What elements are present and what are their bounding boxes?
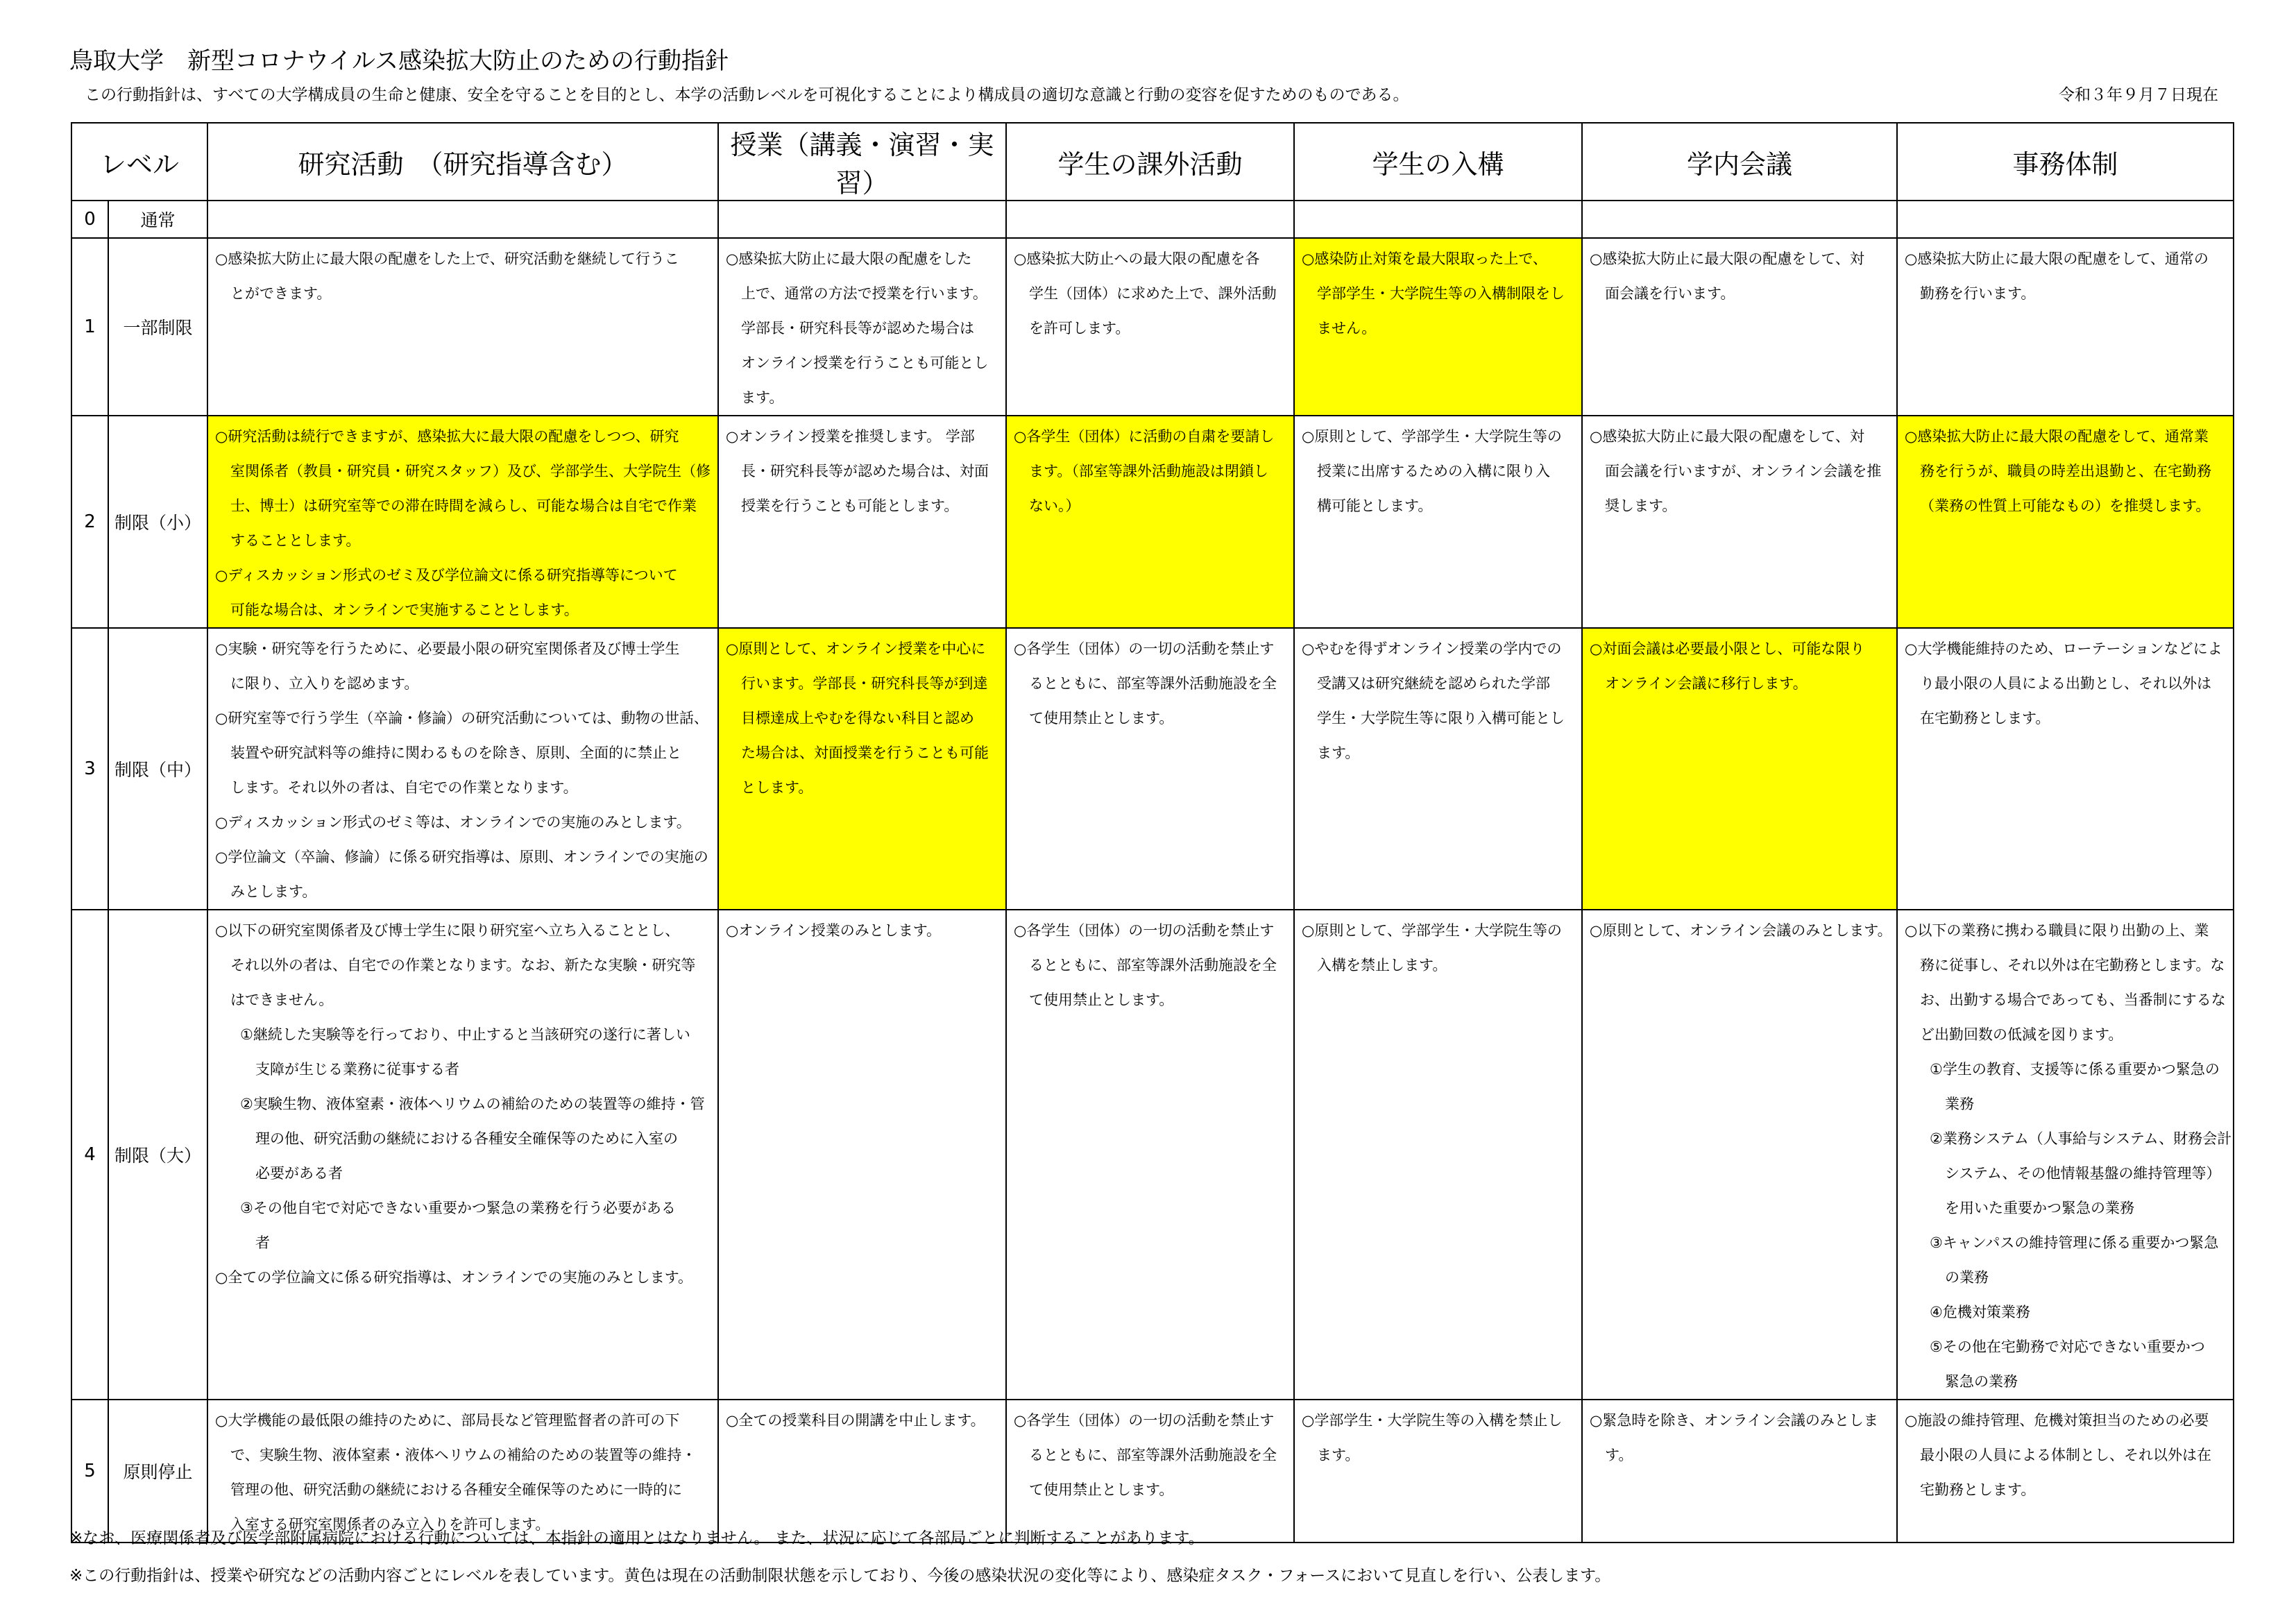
club-cell: [1006, 201, 1294, 238]
cell-line: を用いた重要かつ緊急の業務: [1945, 1200, 2135, 1216]
level-name: 原則停止: [108, 1400, 207, 1543]
cell-line: ます。: [741, 389, 784, 406]
cell-line: ○各学生（団体）の一切の活動を禁止す: [1014, 922, 1275, 939]
cell-line: 受講又は研究継続を認められた学部: [1317, 675, 1551, 692]
cell-line: システム、その他情報基盤の維持管理等）: [1945, 1165, 2221, 1182]
cell-line: ○感染拡大防止に最大限の配慮をした: [726, 250, 972, 267]
cell-line: ○各学生（団体）に活動の自粛を要請し: [1014, 428, 1275, 445]
cell-line: 可能な場合は、オンラインで実施することとします。: [230, 602, 579, 618]
cell-line: ○原則として、学部学生・大学院生等の: [1302, 428, 1562, 445]
cell-line: ○感染拡大防止に最大限の配慮をして、対: [1590, 250, 1864, 267]
cell-line: 勤務を行います。: [1920, 285, 2036, 302]
cell-line: とができます。: [230, 285, 332, 302]
cell-line: お、出勤する場合であっても、当番制にするな: [1920, 992, 2226, 1008]
cell-line: することとします。: [230, 532, 361, 549]
level-number: 2: [71, 416, 108, 628]
club-cell: [1006, 238, 1294, 416]
cell-line: 目標達成上やむを得ない科目と認め: [741, 710, 975, 726]
cell-line: ③キャンパスの維持管理に係る重要かつ緊急: [1930, 1234, 2219, 1251]
cell-line: ○やむを得ずオンライン授業の学内での: [1302, 640, 1562, 657]
cell-line: て使用禁止とします。: [1029, 710, 1174, 726]
cell-line: 奨します。: [1605, 498, 1677, 514]
cell-line: ○オンライン授業を推奨します。 学部: [726, 428, 975, 445]
cell-line: 学部学生・大学院生等の入構制限をし: [1317, 285, 1565, 302]
cell-line: 学生・大学院生等に限り入構可能とし: [1317, 710, 1565, 726]
cell-line: 入室する研究室関係者のみ立入りを許可します。: [230, 1516, 550, 1533]
cell-line: とします。: [741, 779, 813, 796]
table-row: [71, 1400, 2234, 1543]
cell-line: に限り、立入りを認めます。: [230, 675, 419, 692]
office-cell: [1897, 628, 2234, 910]
footnote: ※なお、医療関係者及び医学部附属病院における行動については、本指針の適用とはなりません。 また、状況に応じて各部局ごとに判断することがあります。: [69, 1529, 1205, 1547]
office-cell: [1897, 238, 2234, 416]
cell-line: り最小限の人員による出勤とし、それ以外は: [1920, 675, 2212, 692]
cell-line: ○対面会議は必要最小限とし、可能な限り: [1590, 640, 1865, 657]
cell-line: で、実験生物、液体窒素・液体ヘリウムの補給のための装置等の維持・: [230, 1447, 697, 1463]
cell-line: 構可能とします。: [1317, 498, 1433, 514]
class-cell: [718, 416, 1006, 628]
cell-line: ○以下の研究室関係者及び博士学生に限り研究室へ立ち入ることとし、: [215, 922, 680, 939]
cell-line: ○感染拡大防止に最大限の配慮をして、通常業: [1905, 428, 2209, 445]
cell-line: ○感染拡大防止への最大限の配慮を各: [1014, 250, 1260, 267]
cell-line: るとともに、部室等課外活動施設を全: [1029, 957, 1277, 974]
table-row: [71, 238, 2234, 416]
cell-line: ○ディスカッション形式のゼミ及び学位論文に係る研究指導等について: [215, 567, 678, 584]
meeting-cell: [1582, 201, 1897, 238]
entry-cell: [1294, 910, 1582, 1400]
class-cell: [718, 910, 1006, 1400]
level-name: 制限（小）: [108, 416, 207, 628]
cell-line: （業務の性質上可能なもの）を推奨します。: [1920, 498, 2211, 514]
club-cell: [1006, 628, 1294, 910]
header-office: 事務体制: [1897, 123, 2234, 201]
level-number: 1: [71, 238, 108, 416]
meeting-cell: [1582, 910, 1897, 1400]
table-row: [71, 910, 2234, 1400]
cell-line: 緊急の業務: [1945, 1373, 2018, 1390]
cell-line: るとともに、部室等課外活動施設を全: [1029, 675, 1277, 692]
meeting-cell: [1582, 238, 1897, 416]
research-cell: [207, 238, 718, 416]
cell-line: ます。（部室等課外活動施設は閉鎖し: [1029, 463, 1268, 479]
cell-line: ⑤その他在宅勤務で対応できない重要かつ: [1930, 1339, 2205, 1355]
cell-line: を許可します。: [1029, 320, 1130, 337]
cell-line: ○大学機能維持のため、ローテーションなどによ: [1905, 640, 2222, 657]
level-number: 0: [71, 201, 108, 238]
cell-line: ②業務システム（人事給与システム、財務会計: [1930, 1130, 2232, 1147]
cell-line: はできません。: [230, 992, 334, 1008]
cell-line: 学部長・研究科長等が認めた場合は: [741, 320, 975, 337]
level-number: 4: [71, 910, 108, 1400]
cell-line: ③その他自宅で対応できない重要かつ緊急の業務を行う必要がある: [240, 1200, 676, 1216]
cell-line: ④危機対策業務: [1930, 1304, 2030, 1320]
class-cell: [718, 238, 1006, 416]
office-cell: [1897, 1400, 2234, 1543]
cell-line: 務を行うが、職員の時差出退勤と、在宅勤務: [1920, 463, 2212, 479]
cell-line: ○研究活動は続行できますが、感染拡大に最大限の配慮をしつつ、研究: [215, 428, 679, 445]
cell-line: 士、博士）は研究室等での滞在時間を減らし、可能な場合は自宅で作業: [230, 498, 697, 514]
cell-line: 装置や研究試料等の維持に関わるものを除き、原則、全面的に禁止と: [230, 745, 682, 761]
cell-line: 上で、通常の方法で授業を行います。: [741, 285, 987, 302]
level-number: 5: [71, 1400, 108, 1543]
cell-line: 入構を禁止します。: [1317, 957, 1447, 974]
meeting-cell: [1582, 628, 1897, 910]
level-name: 一部制限: [108, 238, 207, 416]
research-cell: [207, 628, 718, 910]
cell-line: た場合は、対面授業を行うことも可能: [741, 745, 989, 761]
cell-line: て使用禁止とします。: [1029, 1481, 1174, 1498]
cell-line: の業務: [1945, 1269, 1989, 1286]
cell-line: 者: [255, 1234, 271, 1251]
level-name: 通常: [108, 201, 207, 238]
cell-line: オンライン会議に移行します。: [1605, 675, 1808, 692]
cell-line: ○全ての授業科目の開講を中止します。: [726, 1412, 985, 1429]
header-row: [71, 123, 2234, 201]
cell-line: ○全ての学位論文に係る研究指導は、オンラインでの実施のみとします。: [215, 1269, 693, 1286]
date-label: 令和３年９月７日現在: [2059, 86, 2218, 104]
class-cell: [718, 1400, 1006, 1543]
level-number: 3: [71, 628, 108, 910]
entry-cell: [1294, 201, 1582, 238]
header-class: 授業（講義・演習・実習）: [718, 123, 1006, 201]
cell-line: 学生（団体）に求めた上で、課外活動: [1029, 285, 1277, 302]
research-cell: [207, 201, 718, 238]
cell-line: ②実験生物、液体窒素・液体ヘリウムの補給のための装置等の維持・管: [240, 1096, 705, 1112]
class-cell: [718, 628, 1006, 910]
cell-line: ○感染拡大防止に最大限の配慮をして、対: [1590, 428, 1864, 445]
cell-line: ません。: [1317, 320, 1377, 337]
entry-cell: [1294, 1400, 1582, 1543]
cell-line: 面会議を行いますが、オンライン会議を推: [1605, 463, 1882, 479]
cell-line: オンライン授業を行うことも可能とし: [741, 355, 989, 371]
cell-line: 支障が生じる業務に従事する者: [255, 1061, 460, 1078]
class-cell: [718, 201, 1006, 238]
header-research: 研究活動 （研究指導含む）: [207, 123, 718, 201]
cell-line: 最小限の人員による体制とし、それ以外は在: [1920, 1447, 2212, 1463]
document-title: 鳥取大学 新型コロナウイルス感染拡大防止のための行動指針: [69, 47, 729, 75]
cell-line: ど出勤回数の低減を図ります。: [1920, 1026, 2123, 1043]
cell-line: ○大学機能の最低限の維持のために、部局長など管理監督者の許可の下: [215, 1412, 680, 1429]
cell-line: ます。: [1317, 1447, 1360, 1463]
cell-line: 管理の他、研究活動の継続における各種安全確保等のために一時的に: [230, 1481, 683, 1498]
intro-text: この行動指針は、すべての大学構成員の生命と健康、安全を守ることを目的とし、本学の活動レベルを可視化することにより構成員の適切な意識と行動の変容を促すためのものである。: [85, 86, 1409, 104]
cell-line: す。: [1605, 1447, 1633, 1463]
cell-line: 面会議を行います。: [1605, 285, 1735, 302]
cell-line: ①継続した実験等を行っており、中止すると当該研究の遂行に著しい: [240, 1026, 690, 1043]
club-cell: [1006, 910, 1294, 1400]
meeting-cell: [1582, 416, 1897, 628]
cell-line: それ以外の者は、自宅での作業となります。なお、新たな実験・研究等: [230, 957, 696, 974]
cell-line: 業務: [1945, 1096, 1975, 1112]
cell-line: 宅勤務とします。: [1920, 1481, 2036, 1498]
cell-line: ○各学生（団体）の一切の活動を禁止す: [1014, 640, 1275, 657]
table-row: [71, 201, 2234, 238]
entry-cell: [1294, 238, 1582, 416]
cell-line: て使用禁止とします。: [1029, 992, 1174, 1008]
cell-line: ○緊急時を除き、オンライン会議のみとしま: [1590, 1412, 1878, 1429]
office-cell: [1897, 910, 2234, 1400]
cell-line: ○各学生（団体）の一切の活動を禁止す: [1014, 1412, 1275, 1429]
cell-line: 長・研究科長等が認めた場合は、対面: [741, 463, 989, 479]
table-row: [71, 416, 2234, 628]
cell-line: ①学生の教育、支援等に係る重要かつ緊急の: [1930, 1061, 2220, 1078]
cell-line: ○学位論文（卒論、修論）に係る研究指導は、原則、オンラインでの実施の: [215, 849, 708, 865]
research-cell: [207, 416, 718, 628]
cell-line: るとともに、部室等課外活動施設を全: [1029, 1447, 1277, 1463]
cell-line: ○オンライン授業のみとします。: [726, 922, 942, 939]
cell-line: みとします。: [230, 883, 317, 900]
guideline-table: [71, 122, 2234, 1543]
cell-line: ○以下の業務に携わる職員に限り出勤の上、業: [1905, 922, 2209, 939]
cell-line: ○感染拡大防止に最大限の配慮をして、通常の: [1905, 250, 2209, 267]
entry-cell: [1294, 416, 1582, 628]
cell-line: 授業に出席するための入構に限り入: [1317, 463, 1551, 479]
cell-line: 理の他、研究活動の継続における各種安全確保等のために入室の: [255, 1130, 679, 1147]
header-level: レベル: [71, 123, 207, 201]
office-cell: [1897, 416, 2234, 628]
club-cell: [1006, 1400, 1294, 1543]
cell-line: します。それ以外の者は、自宅での作業となります。: [230, 779, 578, 796]
footnote: ※この行動指針は、授業や研究などの活動内容ごとにレベルを表しています。黄色は現在の活動制限状態を示しており、今後の感染状況の変化等により、感染症タスク・フォースにおいて見直しを行い、公表します。: [69, 1567, 1611, 1585]
cell-line: ○感染拡大防止に最大限の配慮をした上で、研究活動を継続して行うこ: [215, 250, 679, 267]
cell-line: ます。: [1317, 745, 1360, 761]
cell-line: ○施設の維持管理、危機対策担当のための必要: [1905, 1412, 2209, 1429]
research-cell: [207, 910, 718, 1400]
cell-line: 必要がある者: [255, 1165, 343, 1182]
cell-line: ない。）: [1029, 498, 1080, 514]
cell-line: 授業を行うことも可能とします。: [741, 498, 959, 514]
level-name: 制限（中）: [108, 628, 207, 910]
cell-line: ○実験・研究等を行うために、必要最小限の研究室関係者及び博士学生: [215, 640, 680, 657]
table-row: [71, 628, 2234, 910]
level-name: 制限（大）: [108, 910, 207, 1400]
header-entry: 学生の入構: [1294, 123, 1582, 201]
cell-line: ○原則として、オンライン会議のみとします。: [1590, 922, 1892, 939]
cell-line: ○原則として、オンライン授業を中心に: [726, 640, 986, 657]
club-cell: [1006, 416, 1294, 628]
cell-line: 室関係者（教員・研究員・研究スタッフ）及び、学部学生、大学院生（修: [230, 463, 711, 479]
cell-line: 在宅勤務とします。: [1920, 710, 2050, 726]
header-club: 学生の課外活動: [1006, 123, 1294, 201]
cell-line: ○研究室等で行う学生（卒論・修論）の研究活動については、動物の世話、: [215, 710, 708, 726]
cell-line: 務に従事し、それ以外は在宅勤務とします。な: [1920, 957, 2225, 974]
meeting-cell: [1582, 1400, 1897, 1543]
research-cell: [207, 1400, 718, 1543]
entry-cell: [1294, 628, 1582, 910]
office-cell: [1897, 201, 2234, 238]
cell-line: ○ディスカッション形式のゼミ等は、オンラインでの実施のみとします。: [215, 814, 691, 831]
header-meeting: 学内会議: [1582, 123, 1897, 201]
cell-line: ○原則として、学部学生・大学院生等の: [1302, 922, 1562, 939]
cell-line: ○学部学生・大学院生等の入構を禁止し: [1302, 1412, 1563, 1429]
cell-line: 行います。学部長・研究科長等が到達: [741, 675, 988, 692]
cell-line: ○感染防止対策を最大限取った上で、: [1302, 250, 1547, 267]
